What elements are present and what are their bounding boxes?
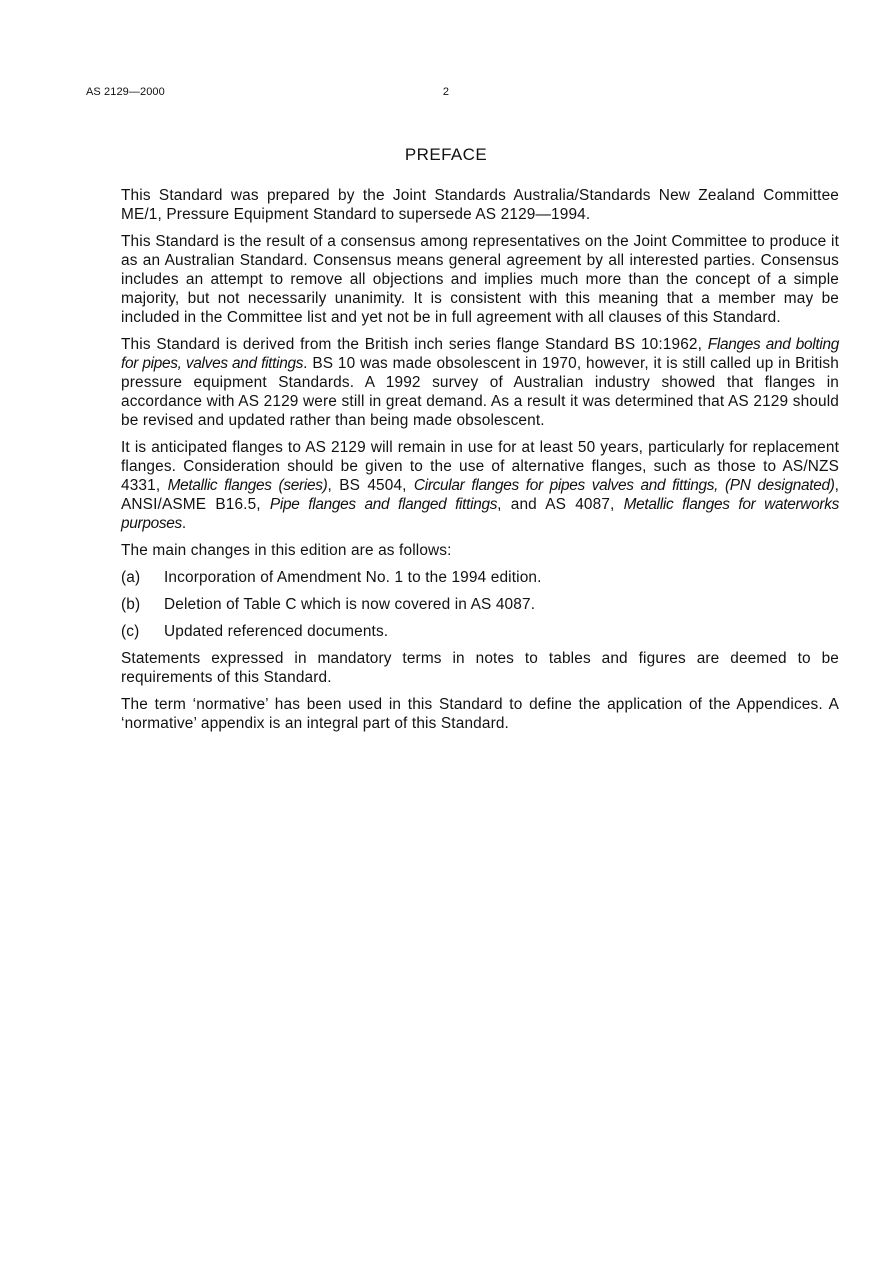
paragraph-changes-intro: The main changes in this edition are as follows:	[121, 542, 452, 559]
list-item	[121, 595, 839, 614]
page-header	[86, 86, 806, 102]
paragraph-mandatory-notes: Statements expressed in mandatory terms in notes to tables and figures are deemed to be requirements of this Standard.	[121, 650, 839, 686]
list-item	[121, 568, 839, 587]
cited-title: Circular flanges for pipes valves and fittings, (PN designated)	[413, 477, 835, 494]
paragraph-derivation: This Standard is derived from the British inch series flange Standard BS 10:1962, Flanges and bolting for pipes, valves and fittings. BS 10 was made obsolescent in 1970, however, it is still called up in British pressure equipment Standards. A 1992 survey of Australian industry showed that flanges in accordance with AS 2129 were still in great demand. As a result it was determined that AS 2129 should be revised and updated rather than being made obsolescent.	[121, 336, 839, 429]
list-item-text: Deletion of Table C which is now covered in AS 4087.	[164, 596, 536, 613]
list-item	[121, 622, 839, 641]
list-item-text: Incorporation of Amendment No. 1 to the 1994 edition.	[164, 569, 542, 586]
page-title: PREFACE	[404, 145, 488, 164]
cited-title: Metallic flanges (series)	[167, 477, 328, 494]
list-marker: (b)	[121, 596, 141, 613]
cited-title: Metallic flanges for waterworks purposes	[121, 496, 839, 532]
cited-title: Flanges and bolting for pipes, valves and fittings	[121, 336, 839, 372]
preface-body	[121, 186, 839, 741]
cited-title: Pipe flanges and flanged fittings	[269, 496, 498, 513]
paragraph-normative: The term ‘normative’ has been used in this Standard to define the application of the Appendices. A ‘normative’ appendix is an integral part of this Standard.	[121, 696, 839, 732]
paragraph-alternatives: It is anticipated flanges to AS 2129 will remain in use for at least 50 years, particularly for replacement flanges. Consideration should be given to the use of alternative flanges, such as those to AS/NZS 4331, Metallic flanges (series), BS 4504, Circular flanges for pipes valves and fittings, (PN designated), ANSI/ASME B16.5, Pipe flanges and flanged fittings, and AS 4087, Metallic flanges for waterworks purposes.	[121, 439, 839, 532]
list-item-text: Updated referenced documents.	[164, 623, 389, 640]
list-marker: (c)	[121, 623, 140, 640]
paragraph-consensus: This Standard is the result of a consensus among representatives on the Joint Committee to produce it as an Australian Standard. Consensus means general agreement by all interested parties. Consensus includes an attempt to remove all objections and implies much more than the concept of a simple majority, but not necessarily unanimity. It is consistent with this meaning that a member may be included in the Committee list and yet not be in full agreement with all clauses of this Standard.	[121, 233, 839, 326]
paragraph-prepared-by: This Standard was prepared by the Joint Standards Australia/Standards New Zealand Committee ME/1, Pressure Equipment Standard to supersede AS 2129—1994.	[121, 187, 839, 223]
page-number: 2	[442, 86, 450, 98]
list-marker: (a)	[121, 569, 141, 586]
document-reference: AS 2129—2000	[86, 86, 165, 98]
